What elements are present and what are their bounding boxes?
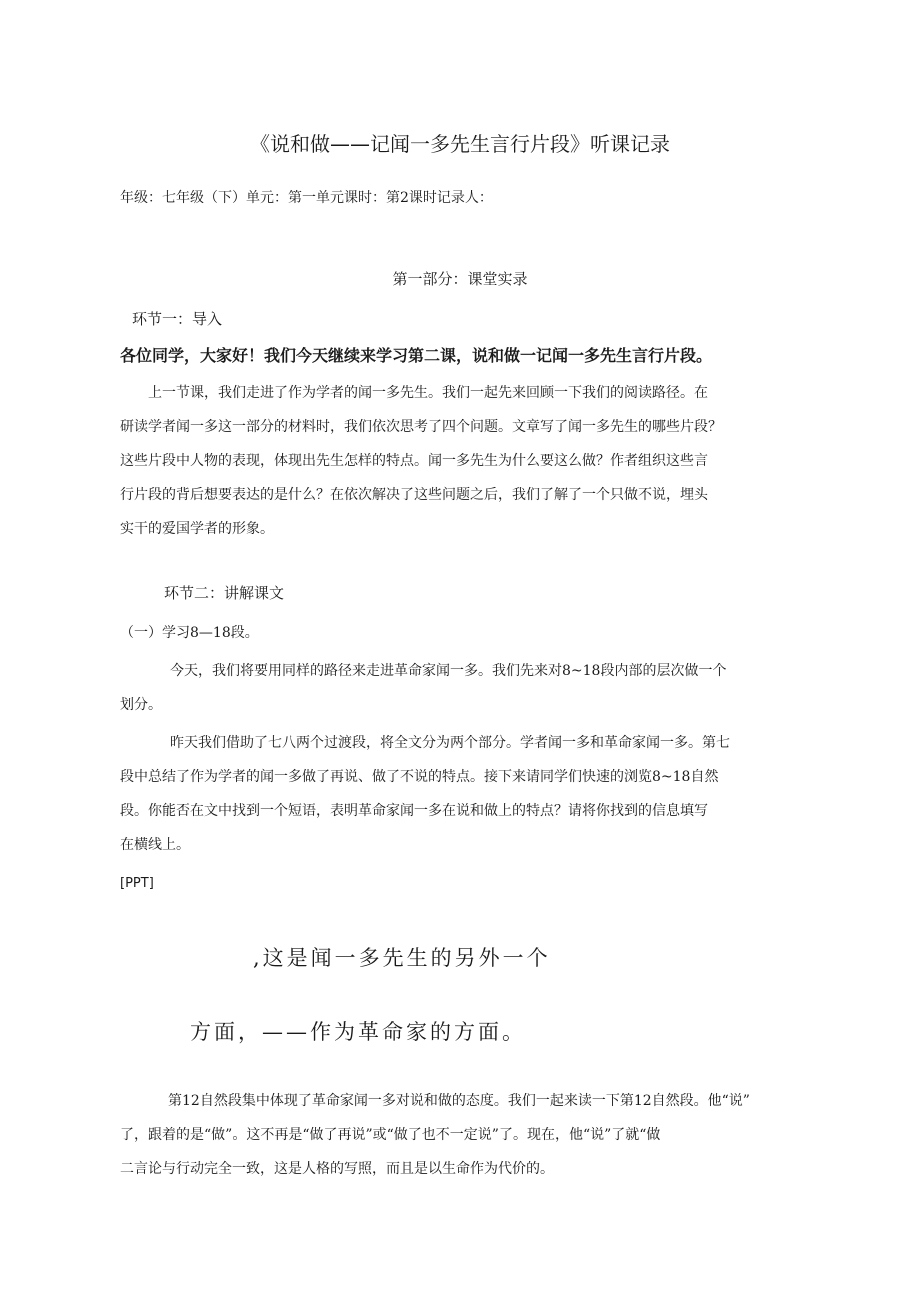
step-heading-2: 环节二：讲解课文: [164, 584, 285, 602]
subsection-heading: （一）学习8—18段。: [120, 625, 259, 641]
step-heading-1: 环节一：导入: [132, 310, 223, 328]
paragraph-line: 研读学者闻一多这一部分的材料时，我们依次思考了四个问题。文章写了闻一多先生的哪些片段？: [120, 419, 722, 435]
paragraph-line: 行片段的背后想要表达的是什么？在依次解决了这些问题之后，我们了解了一个只做不说，埋头: [120, 487, 708, 503]
ppt-quote-line-1: ,这是闻一多先生的另外一个: [253, 946, 551, 970]
paragraph-line: 上一节课，我们走进了作为学者的闻一多先生。我们一起先来回顾一下我们的阅读路径。在: [148, 385, 708, 401]
paragraph-line: 在横线上。: [120, 837, 190, 853]
paragraph-review: [120, 376, 722, 546]
paragraph-line: 昨天我们借助了七八两个过渡段，将全文分为两个部分。学者闻一多和革命家闻一多。第七: [170, 735, 730, 751]
ppt-quote-line-2: 方面，——作为革命家的方面。: [190, 1020, 526, 1044]
paragraph-line: 划分。: [120, 697, 162, 713]
paragraph-revolutionary: [120, 1084, 750, 1186]
ppt-label: [PPT]: [120, 876, 154, 891]
paragraph-path: [120, 654, 726, 722]
paragraph-line: 今天，我们将要用同样的路径来走进革命家闻一多。我们先来对8~18段内部的层次做一个: [170, 663, 727, 679]
paragraph-line: 第12自然段集中体现了革命家闻一多对说和做的态度。我们一起来读一下第12自然段。他“说”: [168, 1093, 750, 1109]
greeting-line: 各位同学，大家好！我们今天继续来学习第二课，说和做一记闻一多先生言行片段。: [120, 346, 713, 365]
paragraph-transition: [120, 726, 730, 862]
document-title: 《说和做——记闻一多先生言行片段》听课记录: [250, 132, 670, 156]
paragraph-line: 这些片段中人物的表现，体现出先生怎样的特点。闻一多先生为什么要这么做？作者组织这些言: [120, 453, 708, 469]
section-heading: 第一部分：课堂实录: [392, 270, 528, 288]
paragraph-line: 二言论与行动完全一致，这是人格的写照，而且是以生命作为代价的。: [120, 1161, 554, 1177]
lesson-meta: 年级：七年级（下）单元：第一单元课时：第2课时记录人：: [120, 190, 493, 206]
paragraph-line: 实干的爱国学者的形象。: [120, 521, 274, 537]
paragraph-line: 段中总结了作为学者的闻一多做了再说、做了不说的特点。接下来请同学们快速的浏览8~18自然: [120, 769, 719, 785]
paragraph-line: 了，跟着的是“做”。这不再是“做了再说”或“做了也不一定说”了。现在，他“说”了就“做: [120, 1127, 661, 1143]
paragraph-line: 段。你能否在文中找到一个短语，表明革命家闻一多在说和做上的特点？请将你找到的信息填写: [120, 803, 708, 819]
